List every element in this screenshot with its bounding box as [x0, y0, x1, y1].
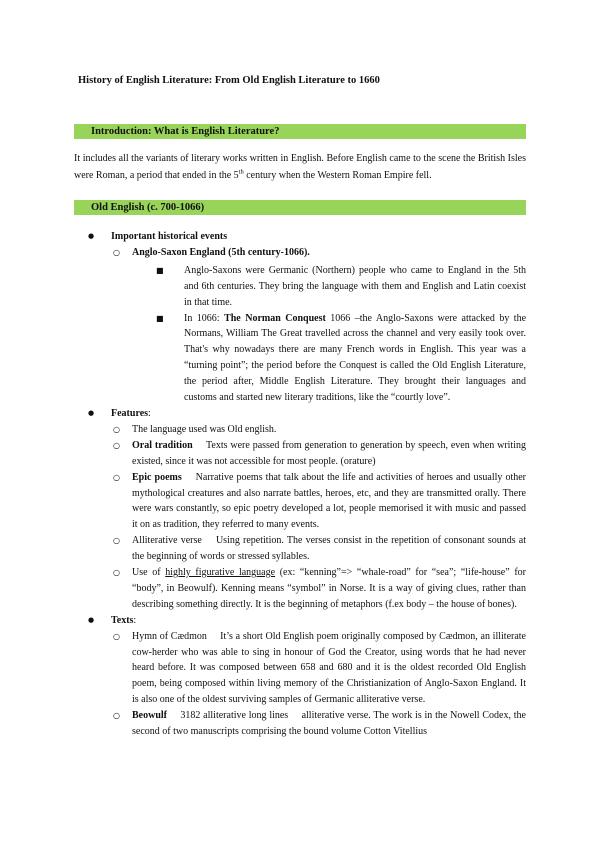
old-english-content	[74, 229, 526, 740]
list-item-features	[74, 406, 526, 613]
events-sublist	[111, 245, 526, 406]
feature-text: Alliterative verse   Using repetition. The verses consist in the repetition of consonant sounds at the beginning of words or stressed syllables.	[132, 535, 526, 563]
features-colon: :	[148, 407, 151, 419]
norman-point-text: 1066 –the Anglo-Saxons were attacked by the Normans, William The Great travelled across the channel and very easily took over. That's why nowadays there are many French words in English. This year was a “turning point”; the period before the Conquest is called the Old English Literature, the period after, Middle English Literature. They brought their languages and customs and started new literary traditions, like the “courtly love”.	[184, 312, 527, 404]
feature-text:   Narrative poems that talk about the life and activities of heroes and usually other mythological creatures and also narrate battles, heroes, etc, and they are transmitted orally. There were wars constantly, so epic poetry developed a lot, people memorised it with music and passed it on as tradition, they referred to many events.	[132, 471, 527, 531]
list-item-anglo-saxons-germanic	[132, 263, 526, 311]
list-item-language	[111, 422, 526, 438]
features-sublist	[111, 422, 526, 613]
features-heading: Features	[111, 407, 149, 419]
feature-text:   Texts were passed from generation to generation by speech, even when writing existed, since it was not accessible for most people. (orature)	[132, 439, 526, 467]
anglo-saxon-heading: Anglo-Saxon England (5th century-1066).	[132, 246, 310, 258]
list-item-hymn-of-caedmon	[111, 629, 526, 709]
feature-text: Use of	[132, 567, 166, 579]
feature-text: (ex: “kenning”=> “whale-road” for “sea”; “life-house” for “body”, in Beowulf). Kenning means “symbol” in Norse. It is a way of giving clues, rather than describing something directly. It is the beginning of metaphors (f.ex body – the house of bones).	[132, 567, 526, 610]
list-item-historical-events	[74, 229, 526, 406]
list-item-norman-conquest	[132, 311, 526, 406]
intro-superscript: th	[238, 168, 244, 176]
section-heading-old-english: Old English (c. 700-1066)	[74, 200, 526, 215]
list-item-beowulf	[111, 708, 526, 740]
text-entry: Hymn of Cædmon   It’s a short Old English poem originally composed by Cædmon, an illiterate cow-herder who was able to sing in honour of God the Creator, using words that he had never heard before. It was composed between 658 and 680 and it is the oldest recorded Old English poem, being composed within living memory of the Christianization of Anglo-Saxon England. It is also one of the oldest surviving samples of Germanic alliterative verse.	[132, 630, 526, 706]
anglo-saxon-point-text: Anglo-Saxons were Germanic (Northern) people who came to England in the 5th and 6th centuries. They bring the language with them and English and Latin coexist in that time.	[184, 264, 526, 308]
list-item-alliterative-verse	[111, 533, 526, 565]
texts-heading: Texts	[111, 614, 134, 626]
feature-text: The language used was Old english.	[132, 423, 277, 435]
texts-colon: :	[133, 614, 137, 626]
oral-tradition-term: Oral tradition	[132, 439, 193, 451]
intro-text-part-a: It includes all the variants of literary works written in English. Before English came to the scene the British Isles were Roman, a period that ended in the 5	[74, 153, 526, 181]
list-item-oral-tradition	[111, 438, 526, 470]
intro-paragraph	[74, 151, 526, 184]
list-item-texts	[74, 613, 526, 740]
figurative-language-term: highly figurative language	[165, 567, 276, 579]
norman-conquest-term: The Norman Conquest	[224, 312, 326, 324]
intro-text-part-b: century when the Western Roman Empire fell.	[243, 169, 432, 181]
document-title: History of English Literature: From Old English Literature to 1660	[78, 75, 380, 86]
events-heading: Important historical events	[111, 231, 228, 242]
main-bullet-list	[74, 229, 526, 740]
list-item-epic-poems	[111, 470, 526, 534]
epic-poems-term: Epic poems	[132, 471, 182, 483]
texts-sublist	[111, 629, 526, 740]
norman-point-prefix: In 1066:	[184, 312, 225, 324]
anglo-saxon-points	[132, 263, 526, 406]
list-item-anglo-saxon	[111, 245, 526, 406]
beowulf-term: Beowulf	[132, 710, 167, 722]
text-entry:   3182 alliterative long lines   alliterative verse. The work is in the Nowell Codex, the second of two manuscripts comprising the bound volume Cotton Vitellius	[132, 710, 526, 738]
section-heading-introduction: Introduction: What is English Literature?	[74, 124, 526, 139]
list-item-figurative-language	[111, 565, 526, 613]
